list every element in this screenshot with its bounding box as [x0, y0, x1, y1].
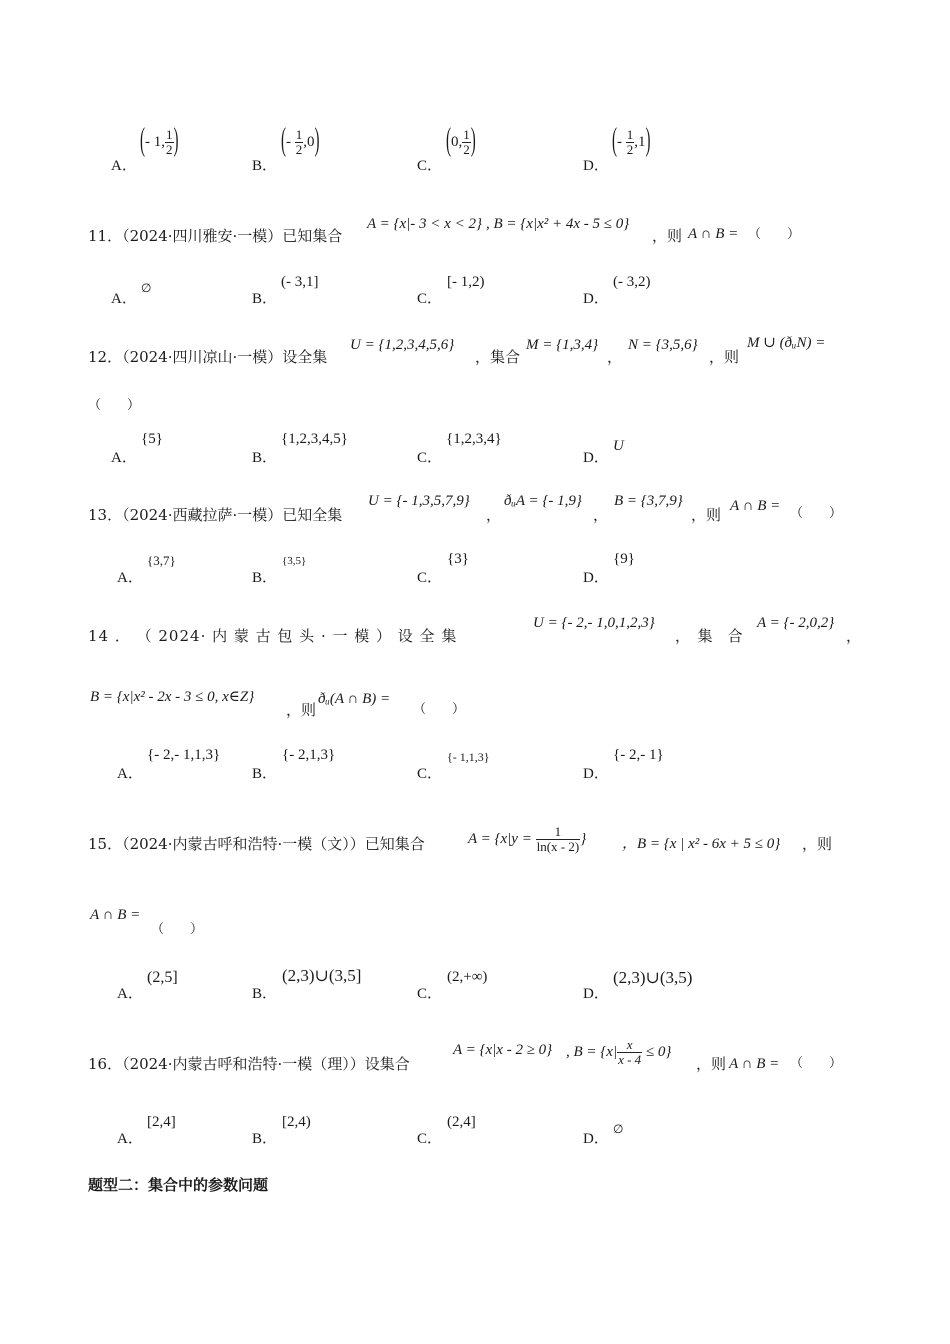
q11-expression: A ∩ B = — [688, 226, 739, 242]
q15-set-a: A = {x|y = $\frac{1}{\ln(x - 2)}$ } — [468, 824, 587, 855]
q10-option-d-label: D． — [583, 158, 609, 174]
q12-set-m: M = {1,3,4} — [526, 337, 599, 353]
q10-option-a-label: A． — [111, 158, 137, 174]
q14-option-a-label: A． — [117, 766, 143, 782]
section-heading: 题型二：集合中的参数问题 — [88, 1176, 269, 1194]
q16-set-a: A = {x|x - 2 ≥ 0} — [453, 1042, 553, 1058]
q15-option-d-label: D． — [583, 986, 609, 1002]
q14-then: ，则 — [286, 701, 317, 719]
q15-option-b-value: (2,3)∪(3,5] — [282, 966, 362, 985]
q16-answer-paren: （ ） — [790, 1056, 843, 1071]
q14-option-d-value: {- 2,- 1} — [613, 747, 664, 763]
q13-option-c-label: C． — [417, 570, 443, 586]
q13-stem: 13．（2024·西藏拉萨·一模）已知全集 — [88, 506, 343, 524]
q10-option-b-value: (- $\frac{1}{2}$ ,0) — [281, 123, 320, 159]
q14-option-c-value: {- 1,1,3} — [447, 750, 490, 764]
q11-option-b-value: (- 3,1] — [281, 274, 319, 290]
q14-set-a: A = {- 2,0,2} — [757, 615, 835, 631]
q11-option-a-value: ∅ — [141, 281, 152, 295]
q13-sep-1: ， — [486, 506, 502, 524]
q14-option-b-label: B． — [252, 766, 278, 782]
q16-then: ，则 — [696, 1055, 727, 1073]
q14-answer-paren: （ ） — [413, 702, 466, 717]
q12-stem: 12．（2024·四川凉山·一模）设全集 — [88, 348, 328, 366]
q15-option-a-value: (2,5] — [147, 969, 178, 986]
q14-option-a-value: {- 2,- 1,1,3} — [147, 747, 221, 763]
q11-then: ，则 — [652, 227, 683, 245]
q15-stem: 15．（2024·内蒙古呼和浩特·一模（文））已知集合 — [88, 835, 425, 853]
q12-option-c-label: C． — [417, 450, 443, 466]
q13-sep-2: ， — [593, 506, 609, 524]
q16-expression: A ∩ B = — [729, 1056, 780, 1072]
q16-option-d-label: D． — [583, 1131, 609, 1147]
q16-option-a-value: [2,4] — [147, 1114, 176, 1130]
q16-option-b-label: B． — [252, 1131, 278, 1147]
q16-option-d-value: ∅ — [613, 1122, 624, 1136]
q15-option-b-label: B． — [252, 986, 278, 1002]
q12-sep: ， — [607, 348, 623, 366]
q10-option-a-value: (- 1, $\frac{1}{2}$ ) — [140, 123, 179, 159]
q14-set-u: U = {- 2,- 1,0,1,2,3} — [533, 615, 655, 631]
q15-then: ，则 — [802, 835, 833, 853]
q16-stem: 16．（2024·内蒙古呼和浩特·一模（理））设集合 — [88, 1055, 410, 1073]
q12-answer-paren: （ ） — [88, 398, 141, 413]
q11-option-d-label: D． — [583, 291, 609, 307]
q12-option-a-value: {5} — [141, 431, 163, 447]
q11-option-d-value: (- 3,2) — [613, 274, 651, 290]
q12-option-d-value: U — [613, 438, 624, 454]
q15-expression: A ∩ B = — [90, 907, 141, 923]
q11-option-a-label: A． — [111, 291, 137, 307]
q13-option-b-label: B． — [252, 570, 278, 586]
q10-option-c-value: (0, $\frac{1}{2}$ ) — [446, 123, 476, 159]
q16-set-b: , B = {x| $\frac{x}{x - 4}$ ≤ 0} — [566, 1037, 672, 1068]
q11-set-a: A = {x|- 3 < x < 2} — [367, 216, 482, 232]
q14-stem: 14 ． （ 2024· 内 蒙 古 包 头 · 一 模 ） 设 全 集 — [88, 627, 458, 645]
q14-set-b: B = {x|x² - 2x - 3 ≤ 0, x∈Z} — [90, 689, 255, 705]
q14-option-d-label: D． — [583, 766, 609, 782]
q13-option-c-value: {3} — [447, 551, 469, 567]
q14-option-c-label: C． — [417, 766, 443, 782]
q13-option-d-value: {9} — [613, 551, 635, 567]
q13-option-a-value: {3,7} — [147, 553, 176, 568]
q12-expression: M ∪ (ðᵤN) = — [747, 335, 826, 351]
q16-option-a-label: A． — [117, 1131, 143, 1147]
q12-option-b-value: {1,2,3,4,5} — [281, 431, 348, 447]
q10-option-b-label: B． — [252, 158, 278, 174]
q11-stem: 11．（2024·四川雅安·一模）已知集合 — [88, 227, 343, 245]
q16-option-b-value: [2,4) — [282, 1114, 311, 1130]
q13-option-a-label: A． — [117, 570, 143, 586]
q10-option-c-label: C． — [417, 158, 443, 174]
q12-set-word: ，集合 — [475, 348, 521, 366]
q15-option-c-value: (2,+∞) — [447, 969, 488, 985]
q14-expression: ðᵤ(A ∩ B) = — [318, 691, 391, 707]
q12-set-u: U = {1,2,3,4,5,6} — [350, 337, 455, 353]
q13-expression: A ∩ B = — [730, 498, 781, 514]
q13-complement-a: ðᵤA = {- 1,9} — [504, 493, 582, 509]
q11-option-c-label: C． — [417, 291, 443, 307]
q11-option-c-value: [- 1,2) — [447, 274, 485, 290]
q11-answer-paren: （ ） — [748, 227, 801, 242]
q12-option-b-label: B． — [252, 450, 278, 466]
q11-option-b-label: B． — [252, 291, 278, 307]
q13-set-b: B = {3,7,9} — [614, 493, 683, 509]
q13-answer-paren: （ ） — [790, 506, 843, 521]
q16-option-c-value: (2,4] — [447, 1114, 476, 1130]
q12-set-n: N = {3,5,6} — [628, 337, 698, 353]
q14-option-b-value: {- 2,1,3} — [282, 747, 336, 763]
q12-then: ，则 — [709, 348, 740, 366]
q12-option-a-label: A． — [111, 450, 137, 466]
q13-option-d-label: D． — [583, 570, 609, 586]
q13-set-u: U = {- 1,3,5,7,9} — [368, 493, 470, 509]
q10-option-d-value: (- $\frac{1}{2}$ ,1) — [612, 123, 651, 159]
q15-answer-paren: （ ） — [151, 922, 204, 937]
q15-option-a-label: A． — [117, 986, 143, 1002]
q13-option-b-value: {3,5} — [282, 555, 307, 567]
q12-option-c-value: {1,2,3,4} — [446, 431, 502, 447]
q15-option-d-value: (2,3)∪(3,5) — [613, 968, 693, 987]
q16-option-c-label: C． — [417, 1131, 443, 1147]
q14-comma: ， — [846, 627, 862, 645]
q13-then: ，则 — [691, 506, 722, 524]
q11-set-b: , B = {x|x² + 4x - 5 ≤ 0} — [486, 216, 630, 232]
q15-option-c-label: C． — [417, 986, 443, 1002]
q14-set-word: ， 集 合 — [675, 627, 743, 645]
q12-option-d-label: D． — [583, 450, 609, 466]
q15-set-b: ，B = {x | x² - 6x + 5 ≤ 0} — [622, 836, 781, 852]
